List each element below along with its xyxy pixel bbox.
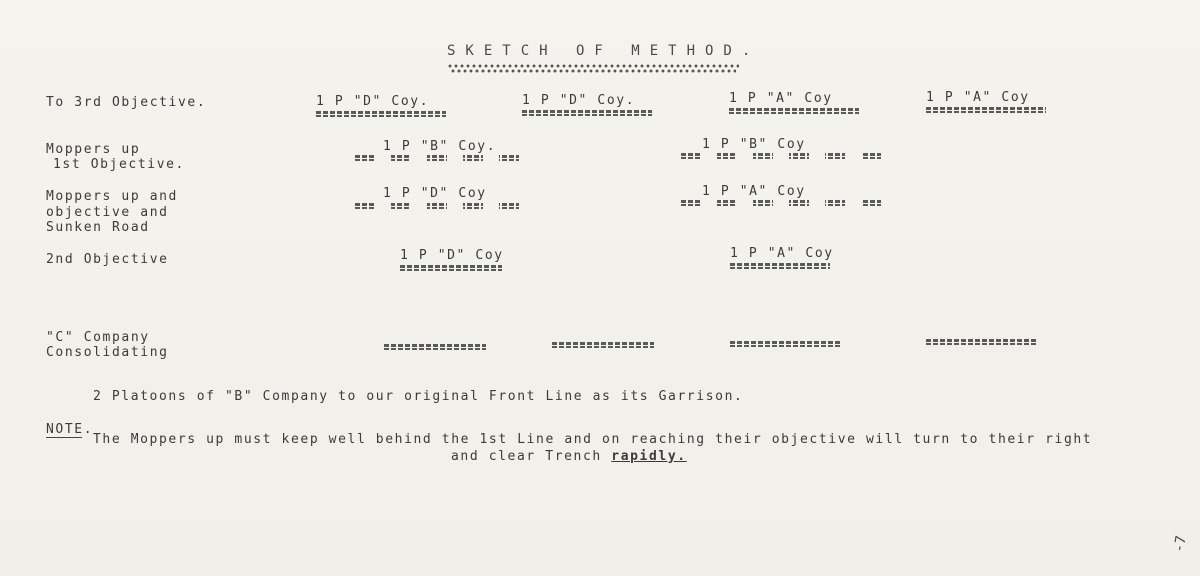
row5-line-1: [384, 344, 486, 352]
note-emphasis: rapidly.: [611, 449, 687, 464]
row2-col1-line: [355, 155, 521, 163]
row3-col2: 1 P "A" Coy: [702, 184, 806, 199]
row1-col4: 1 P "A" Coy: [926, 90, 1030, 105]
row4-col2-line: [730, 263, 830, 271]
row2-col2: 1 P "B" Coy: [702, 137, 806, 152]
row2-col1: 1 P "B" Coy.: [383, 139, 497, 154]
row-label-c-company: "C" Company: [46, 330, 150, 345]
row5-line-4: [926, 339, 1036, 347]
row-label-moppers-1: Moppers up: [46, 142, 141, 157]
row3-col1: 1 P "D" Coy: [383, 186, 487, 201]
note-line-2-text: and clear Trench: [451, 449, 612, 464]
corner-page-mark: -7: [1171, 534, 1190, 554]
note-line-1: The Moppers up must keep well behind the 1st Line and on reaching their objective will turn to their right: [93, 432, 1093, 447]
row1-col4-line: [926, 107, 1046, 115]
note-line-2: [451, 449, 687, 464]
garrison-text: 2 Platoons of "B" Company to our original Front Line as its Garrison.: [93, 389, 744, 404]
note-heading: NOTE.: [46, 422, 94, 437]
row1-col1: 1 P "D" Coy.: [316, 94, 430, 109]
row-label-moppers-2c: Sunken Road: [46, 220, 150, 235]
row-label-3rd-objective: To 3rd Objective.: [46, 95, 207, 110]
title-underline: [447, 64, 739, 68]
row1-col3: 1 P "A" Coy: [729, 91, 833, 106]
row1-col1-line: [316, 111, 446, 119]
row-label-consolidating: Consolidating: [46, 345, 169, 360]
row4-col1: 1 P "D" Coy: [400, 248, 504, 263]
row-label-2nd-objective: 2nd Objective: [46, 252, 169, 267]
row4-col1-line: [400, 265, 502, 273]
row4-col2: 1 P "A" Coy: [730, 246, 834, 261]
row2-col2-line: [681, 153, 887, 161]
row-label-moppers-1b: 1st Objective.: [53, 157, 185, 172]
row3-col2-line: [681, 200, 887, 208]
page-title: SKETCH OF METHOD.: [447, 43, 761, 59]
note-heading-underline: [46, 437, 82, 438]
row3-col1-line: [355, 203, 521, 211]
row-label-moppers-2a: Moppers up and: [46, 189, 178, 204]
title-underline-2: [450, 69, 736, 73]
row5-line-3: [730, 341, 840, 349]
row-label-moppers-2b: objective and: [46, 205, 169, 220]
row5-line-2: [552, 342, 654, 350]
row1-col2-line: [522, 110, 652, 118]
row1-col2: 1 P "D" Coy.: [522, 93, 636, 108]
row1-col3-line: [729, 108, 859, 116]
